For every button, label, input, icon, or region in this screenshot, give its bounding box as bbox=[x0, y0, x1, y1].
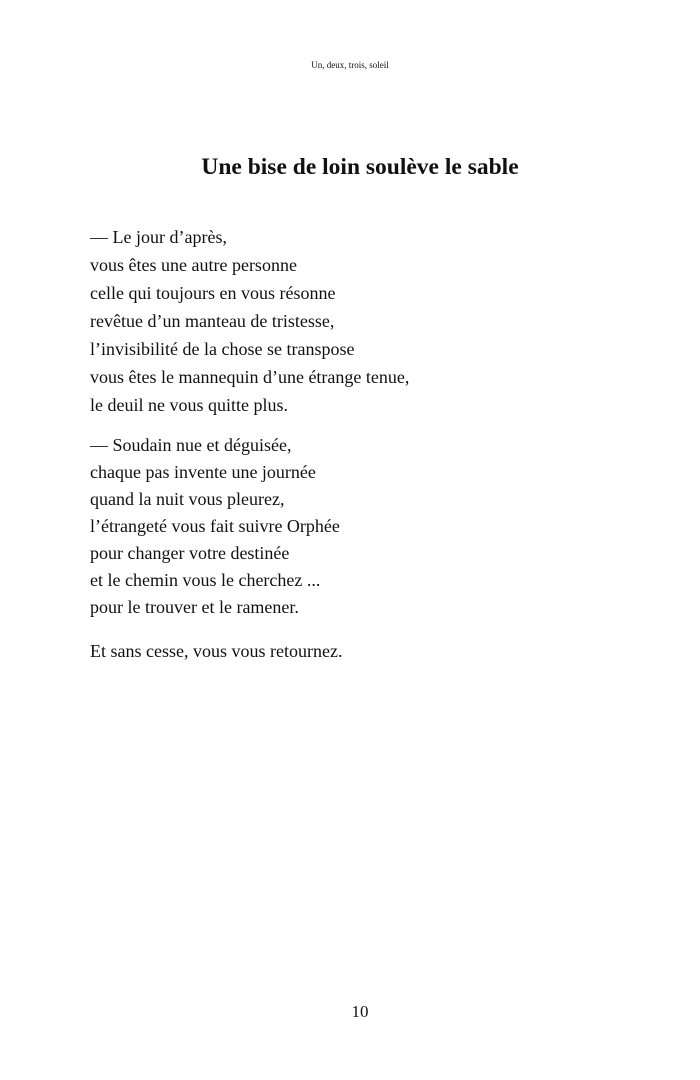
verse-line: quand la nuit vous pleurez, bbox=[90, 489, 285, 509]
verse-line: l’étrangeté vous fait suivre Orphée bbox=[90, 516, 340, 536]
verse-line: chaque pas invente une journée bbox=[90, 462, 316, 482]
verse-line: pour changer votre destinée bbox=[90, 543, 290, 563]
verse-line: pour le trouver et le ramener. bbox=[90, 597, 299, 617]
verse-line: celle qui toujours en vous résonne bbox=[90, 283, 336, 303]
verse-line: — Soudain nue et déguisée, bbox=[90, 435, 292, 455]
verse-line: le deuil ne vous quitte plus. bbox=[90, 395, 288, 415]
poem-title: Une bise de loin soulève le sable bbox=[201, 154, 519, 180]
running-head: Un, deux, trois, soleil bbox=[311, 60, 389, 70]
page-number: 10 bbox=[351, 1002, 369, 1021]
verse-line: vous êtes une autre personne bbox=[90, 255, 297, 275]
stanza-2 bbox=[90, 432, 340, 621]
verse-line: — Le jour d’après, bbox=[90, 227, 227, 247]
verse-line: l’invisibilité de la chose se transpose bbox=[90, 339, 355, 359]
verse-line: vous êtes le mannequin d’une étrange tenue, bbox=[90, 367, 410, 387]
stanza-3 bbox=[90, 637, 342, 665]
verse-line: et le chemin vous le cherchez ... bbox=[90, 570, 321, 590]
stanza-1 bbox=[90, 223, 409, 419]
verse-line: revêtue d’un manteau de tristesse, bbox=[90, 311, 335, 331]
verse-line: Et sans cesse, vous vous retournez. bbox=[90, 641, 343, 661]
